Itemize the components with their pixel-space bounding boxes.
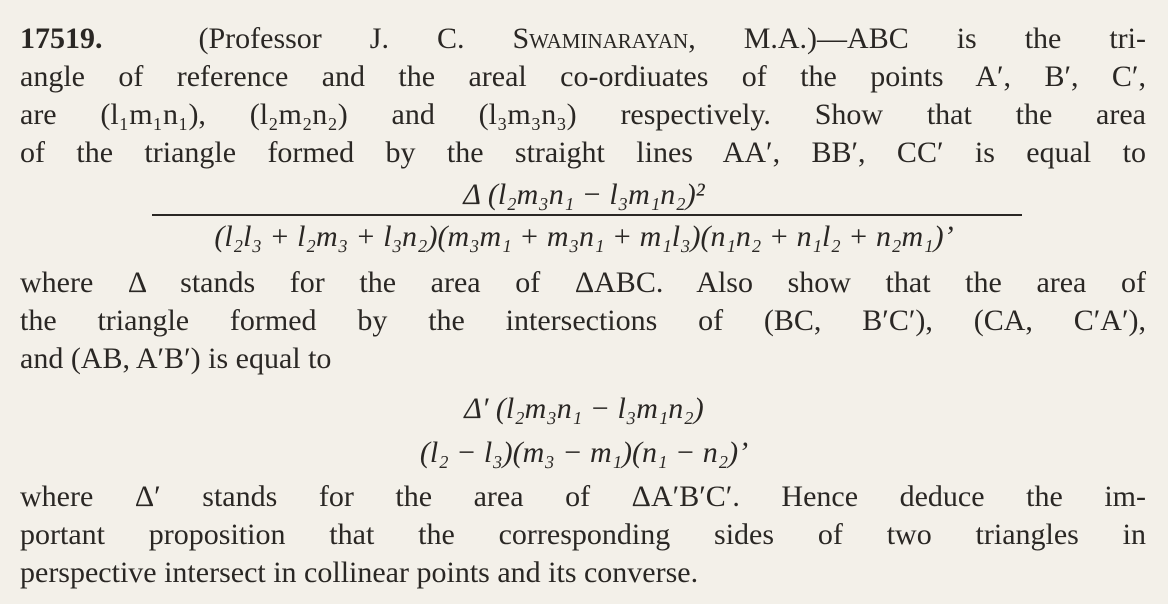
text-line-2: angle of reference and the areal co-ordiuates of the points A′, B′, C′,	[20, 60, 1146, 93]
problem-number: 17519.	[20, 22, 103, 55]
formula-1-fraction-bar	[152, 214, 1022, 216]
text-line-9: portant proposition that the corresponding sides of two triangles in	[20, 518, 1146, 551]
text-line-3: are (l₁m₁n₁), (l₂m₂n₂) and (l₃m₃n₃) respectively. Show that the area	[20, 98, 1146, 131]
text-line-8: where Δ′ stands for the area of ΔA′B′C′. Hence deduce the im-	[20, 480, 1146, 513]
formula-2-denominator: (l₂ − l₃)(m₃ − m₁)(n₁ − n₂)’	[419, 436, 749, 469]
formula-2-numerator: Δ′ (l₂m₃n₁ − l₃m₁n₂)	[464, 392, 704, 425]
text-line-6: the triangle formed by the intersections of (BC, B′C′), (CA, C′A′),	[20, 304, 1146, 337]
text-line-10: perspective intersect in collinear points and its converse.	[20, 556, 699, 589]
text-line-5: where Δ stands for the area of ΔABC. Also show that the area of	[20, 266, 1146, 299]
problem-header-line	[20, 22, 1146, 56]
author-prefix: (Professor J. C.	[198, 22, 513, 55]
author-suffix: , M.A.)—ABC is the tri-	[688, 22, 1147, 55]
text-line-7: and (AB, A′B′) is equal to	[20, 342, 332, 375]
text-line-4: of the triangle formed by the straight lines AA′, BB′, CC′ is equal to	[20, 136, 1146, 169]
formula-1-numerator: Δ (l₂m₃n₁ − l₃m₁n₂)²	[463, 178, 705, 211]
author-name: Swaminarayan	[512, 22, 689, 55]
formula-1-denominator: (l₂l₃ + l₂m₃ + l₃n₂)(m₃m₁ + m₃n₁ + m₁l₃)(n₁n₂ + n₁l₂ + n₂m₁)’	[214, 220, 954, 253]
formula-2-fraction-bar	[394, 428, 774, 430]
